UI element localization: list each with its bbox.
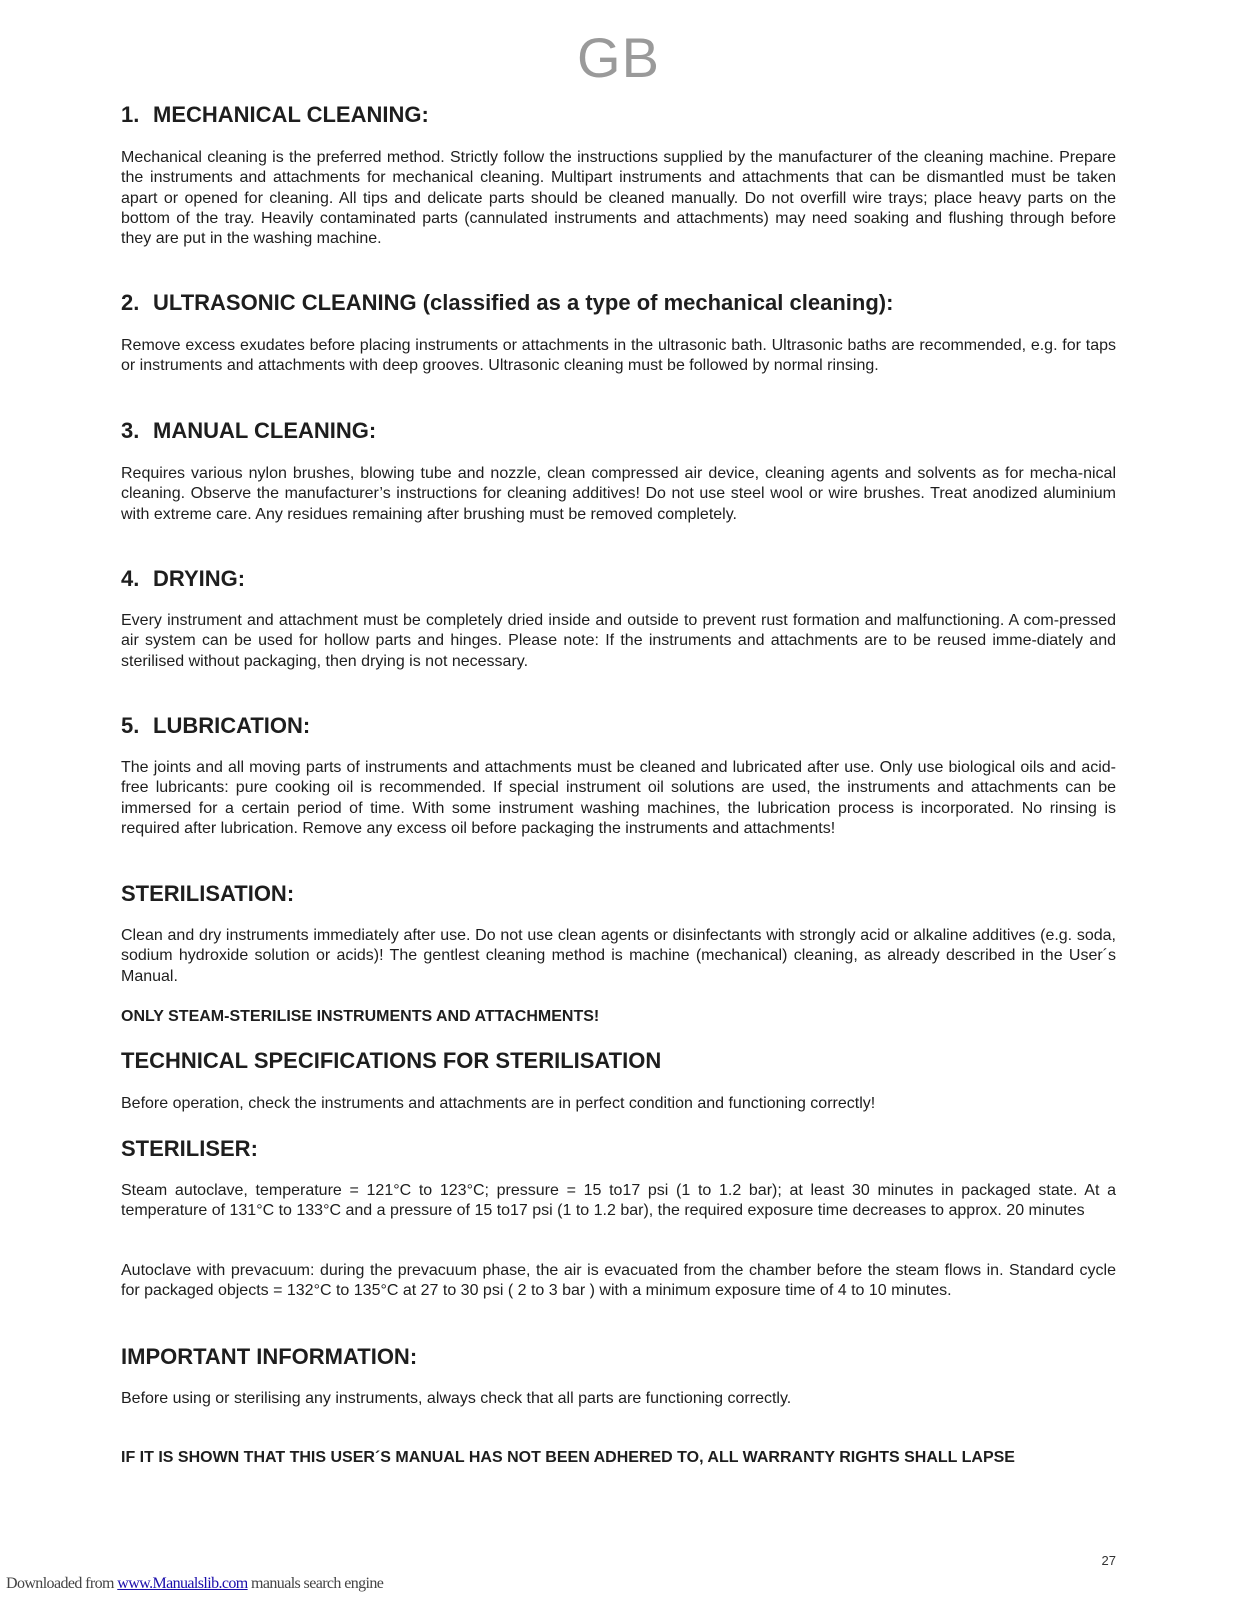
steam-autoclave-text: Steam autoclave, temperature = 121°C to 123°C; pressure = 15 to17 psi (1 to 1.2 bar); at least 30 minutes in packaged state. At a temperature of 131°C to 133°C and a pressure of 15 to17 psi (1 to 1.2 bar), the required exposure time decreases to approx. 20 minutes [121,1182,1116,1220]
section-drying [121,566,1116,592]
footer-prefix: Downloaded from [6,1575,118,1592]
section-manual-cleaning [121,418,1116,444]
section-heading: 5. LUBRICATION: [121,713,311,738]
section-body: Remove excess exudates before placing instruments or attachments in the ultrasonic bath. Ultrasonic baths are recommended, e.g. for taps or instruments and attachments with deep grooves. Ultrasonic cleaning must be followed by normal rinsing. [121,337,1116,375]
section-body: Before using or sterilising any instruments, always check that all parts are functioning correctly. [121,1390,792,1407]
section-heading: 2. ULTRASONIC CLEANING (classified as a type of mechanical cleaning): [121,290,894,315]
section-body: The joints and all moving parts of instruments and attachments must be cleaned and lubricated after use. Only use biological oils and acid-free lubricants: pure cooking oil is recommended. If special instrument oil solutions are used, the instruments and attachments can be immersed for a certain period of time. With some instrument washing machines, the lubrication process is incorporated. No rinsing is required after lubrication. Remove any excess oil before packaging the instruments and attachments! [121,759,1116,837]
page-number: 27 [1101,1553,1116,1568]
section-heading: STERILISER: [121,1136,258,1161]
section-heading: IMPORTANT INFORMATION: [121,1344,418,1369]
section-body: Mechanical cleaning is the preferred method. Strictly follow the instructions supplied by the manufacturer of the cleaning machine. Prepare the instruments and attachments for mechanical cleaning. Multipart instruments and attachments that can be dismantled must be taken apart or opened for cleaning. All tips and delicate parts should be cleaned manually. Do not overfill wire trays; place heavy parts on the bottom of the tray. Heavily contaminated parts (cannulated instruments and attachments) may need soaking and flushing through before they are put in the washing machine. [121,149,1116,248]
section-sterilisation [121,881,1116,907]
language-code: GB [577,26,660,89]
warranty-warning: IF IT IS SHOWN THAT THIS USER´S MANUAL HAS NOT BEEN ADHERED TO, ALL WARRANTY RIGHTS SHALL LAPSE [121,1449,1015,1466]
section-ultrasonic-cleaning [121,290,1116,316]
section-heading: 1. MECHANICAL CLEANING: [121,102,429,127]
section-heading: TECHNICAL SPECIFICATIONS FOR STERILISATION [121,1048,662,1073]
footer-suffix: manuals search engine [247,1575,384,1592]
section-steriliser [121,1136,1116,1162]
section-body: Requires various nylon brushes, blowing tube and nozzle, clean compressed air device, cleaning agents and solvents as for mecha-nical cleaning. Observe the manufacturer’s instructions for cleaning additives! Do not use steel wool or wire brushes. Treat anodized aluminium with extreme care. Any residues remaining after brushing must be removed completely. [121,465,1116,523]
prevacuum-autoclave-text: Autoclave with prevacuum: during the prevacuum phase, the air is evacuated from the chamber before the steam flows in. Standard cycle for packaged objects = 132°C to 135°C at 27 to 30 psi ( 2 to 3 bar ) with a minimum exposure time of 4 to 10 minutes. [121,1262,1116,1300]
section-heading: 3. MANUAL CLEANING: [121,418,377,443]
section-lubrication [121,713,1116,739]
section-body: Every instrument and attachment must be completely dried inside and outside to prevent rust formation and malfunctioning. A com-pressed air system can be used for hollow parts and hinges. Please note: If the instruments and attachments are to be reused imme-diately and sterilised without packaging, then drying is not necessary. [121,612,1116,670]
manualslib-link[interactable]: www.Manualslib.com [117,1575,248,1592]
download-footer [6,1575,383,1593]
section-mechanical-cleaning [121,102,1116,128]
section-body: Clean and dry instruments immediately after use. Do not use clean agents or disinfectants with strongly acid or alkaline additives (e.g. soda, sodium hydroxide solution or acids)! The gentlest cleaning method is machine (mechanical) cleaning, as already described in the User´s Manual. [121,927,1116,985]
section-heading: 4. DRYING: [121,566,246,591]
steam-only-note: ONLY STEAM-STERILISE INSTRUMENTS AND ATTACHMENTS! [121,1008,600,1025]
section-body: Before operation, check the instruments and attachments are in perfect condition and functioning correctly! [121,1095,876,1112]
section-important-information [121,1344,1116,1370]
section-technical-specifications [121,1048,1116,1074]
section-heading: STERILISATION: [121,881,295,906]
